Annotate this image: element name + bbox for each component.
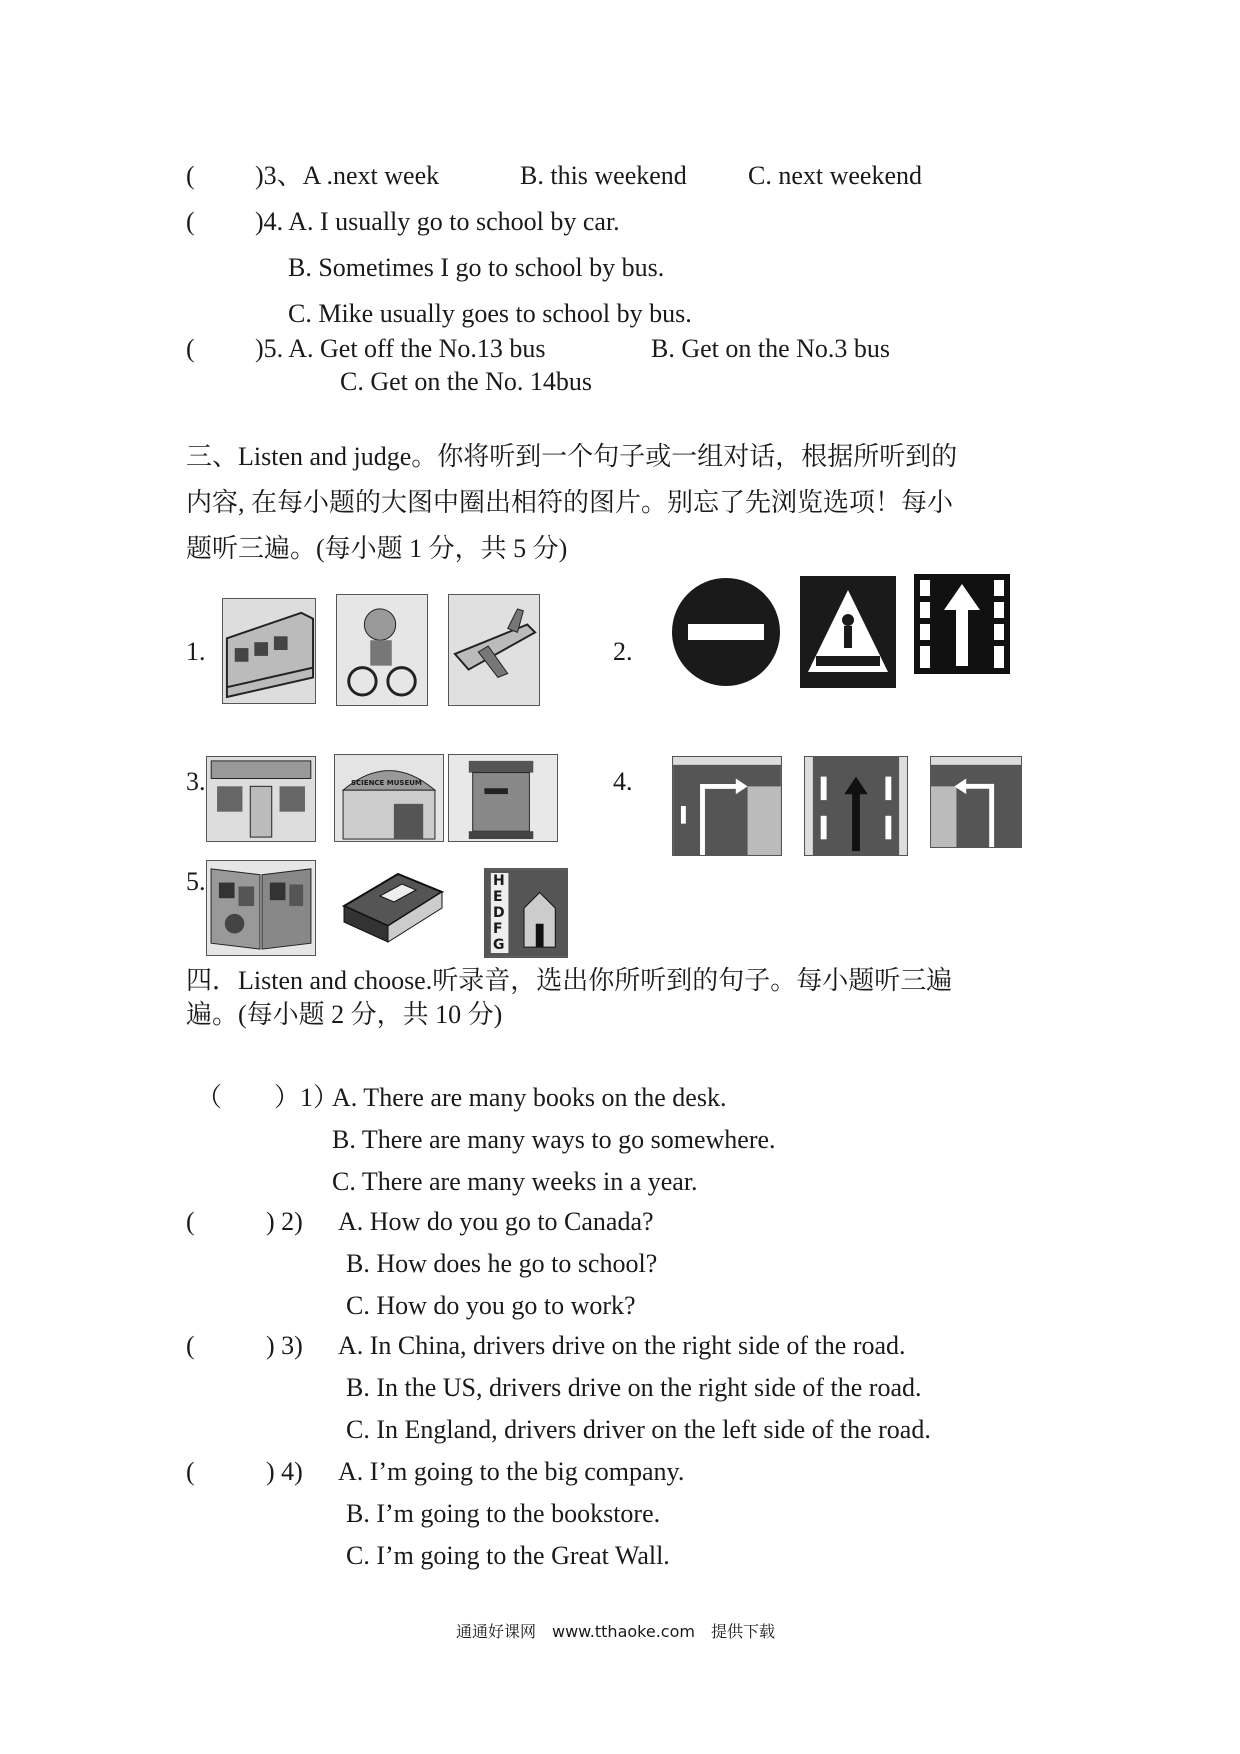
part4-heading-line2: 遍。(每小题 2 分，共 10 分) xyxy=(186,1000,503,1029)
p4-q1-option-b: B. There are many ways to go somewhere. xyxy=(332,1125,776,1154)
q5-bracket: ( xyxy=(186,334,195,363)
picture-label-4: 4. xyxy=(613,767,633,796)
p4-q4-number: ) 4) xyxy=(266,1457,303,1486)
picture-label-3: 3. xyxy=(186,767,206,796)
page-footer: 通通好课网 www.tthaoke.com 提供下载 xyxy=(456,1622,775,1641)
p4-q4-option-b: B. I’m going to the bookstore. xyxy=(346,1499,661,1528)
q3-bracket: ( xyxy=(186,161,195,190)
picture-label-2: 2. xyxy=(613,637,633,666)
q4-option-c: C. Mike usually goes to school by bus. xyxy=(288,299,692,328)
q5-option-c: C. Get on the No. 14bus xyxy=(340,367,593,396)
book-letters-text: HEDFG xyxy=(493,873,505,953)
closed-book-picture xyxy=(336,866,448,950)
part4-heading-line1: 四．Listen and choose.听录音，选出你所听到的句子。每小题听三遍 xyxy=(186,966,953,995)
alphabet-book-picture xyxy=(484,868,568,958)
q4-bracket: ( xyxy=(186,207,195,236)
turn-left-road-picture xyxy=(930,756,1022,848)
p4-q1-option-a: A. There are many books on the desk. xyxy=(332,1083,727,1112)
p4-q1-bracket: （ ）1） xyxy=(196,1083,340,1112)
p4-q3-option-c: C. In England, drivers driver on the left side of the road. xyxy=(346,1415,931,1444)
q3-option-b: B. this weekend xyxy=(520,161,687,190)
p4-q2-option-b: B. How does he go to school? xyxy=(346,1249,658,1278)
pedestrian-crossing-sign xyxy=(800,576,896,688)
open-picture-book xyxy=(206,860,316,956)
science-museum-picture xyxy=(334,754,444,842)
p4-q3-option-a: A. In China, drivers drive on the right side of the road. xyxy=(338,1331,906,1360)
train-picture xyxy=(222,598,316,704)
p4-q3-bracket: ( xyxy=(186,1331,195,1360)
shop-picture xyxy=(206,756,316,842)
p4-q1-option-c: C. There are many weeks in a year. xyxy=(332,1167,698,1196)
picture-label-1: 1. xyxy=(186,637,206,666)
no-entry-sign xyxy=(670,576,782,688)
p4-q3-number: ) 3) xyxy=(266,1331,303,1360)
p4-q2-option-a: A. How do you go to Canada? xyxy=(338,1207,654,1236)
p4-q4-option-c: C. I’m going to the Great Wall. xyxy=(346,1541,670,1570)
p4-q2-option-c: C. How do you go to work? xyxy=(346,1291,636,1320)
q4-option-b: B. Sometimes I go to school by bus. xyxy=(288,253,665,282)
p4-q4-option-a: A. I’m going to the big company. xyxy=(338,1457,685,1486)
straight-road-picture xyxy=(804,756,908,856)
q5-option-b: B. Get on the No.3 bus xyxy=(651,334,891,363)
airplane-picture xyxy=(448,594,540,706)
q5-option-a: )5. A. Get off the No.13 bus xyxy=(255,334,546,363)
straight-ahead-sign xyxy=(914,574,1010,674)
q3-option-c: C. next weekend xyxy=(748,161,923,190)
p4-q2-number: ) 2) xyxy=(266,1207,303,1236)
q3-option-a: )3、A .next week xyxy=(255,161,440,190)
p4-q2-bracket: ( xyxy=(186,1207,195,1236)
picture-label-5: 5. xyxy=(186,867,206,896)
p4-q4-bracket: ( xyxy=(186,1457,195,1486)
part3-heading-line3: 题听三遍。(每小题 1 分，共 5 分) xyxy=(186,534,568,563)
turn-right-road-picture xyxy=(672,756,782,856)
post-box-picture xyxy=(448,754,558,842)
part3-heading-line1: 三、Listen and judge。你将听到一个句子或一组对话，根据所听到的 xyxy=(186,442,958,471)
q4-option-a: )4. A. I usually go to school by car. xyxy=(255,207,620,236)
part3-heading-line2: 内容, 在每小题的大图中圈出相符的图片。别忘了先浏览选项！每小 xyxy=(186,488,954,517)
p4-q3-option-b: B. In the US, drivers drive on the right side of the road. xyxy=(346,1373,922,1402)
museum-sign-text: SCIENCE MUSEUM xyxy=(351,779,422,787)
bicycle-boy-picture xyxy=(336,594,428,706)
